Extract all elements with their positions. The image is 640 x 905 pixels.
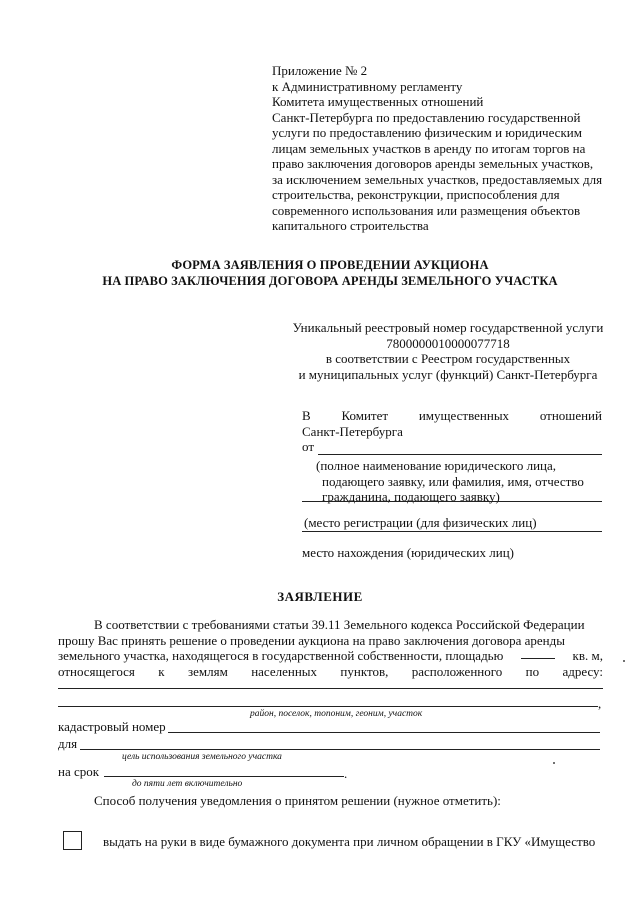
appendix-line: право заключения договоров аренды земельных участков, xyxy=(272,156,594,171)
addressee-word: В xyxy=(302,408,311,423)
scan-speck xyxy=(553,762,555,764)
purpose-label: для xyxy=(58,736,78,751)
from-label: от xyxy=(302,439,315,454)
registry-number: 7800000010000077718 xyxy=(386,335,510,351)
body-line-address xyxy=(58,664,603,680)
appendix-line: Приложение № 2 xyxy=(272,63,368,78)
body-line-area xyxy=(58,648,603,664)
registration-field[interactable] xyxy=(302,501,602,502)
appendix-line: Комитета имущественных отношений xyxy=(272,94,484,109)
form-title-line2: НА ПРАВО ЗАКЛЮЧЕНИЯ ДОГОВОРА АРЕНДЫ ЗЕМЕЛЬНОГО УЧАСТКА xyxy=(102,274,558,288)
term-period: . xyxy=(344,766,348,781)
appendix-line: Санкт-Петербурга по предоставлению государственной xyxy=(272,109,581,125)
option-label: выдать на руки в виде бумажного документа при личном обращении в ГКУ «Имущество xyxy=(103,834,596,849)
area-unit: кв. м, xyxy=(572,648,603,663)
addressee-city: Санкт-Петербурга xyxy=(302,423,403,439)
appendix-line: к Административному регламенту xyxy=(272,78,463,94)
area-field[interactable] xyxy=(521,648,555,659)
appendix-line: современного использования или размещения объектов xyxy=(272,202,581,218)
form-title-line1: ФОРМА ЗАЯВЛЕНИЯ О ПРОВЕДЕНИИ АУКЦИОНА xyxy=(171,258,489,272)
comma-mark: , xyxy=(598,696,602,711)
cadastral-label: кадастровый номер xyxy=(58,719,166,734)
addressee-word: отношений xyxy=(539,408,602,423)
address-field-line2[interactable] xyxy=(58,706,598,707)
purpose-caption: цель использования земельного участка xyxy=(122,752,282,762)
body-line: прошу Вас принять решение о проведении аукциона на право заключения договора аренды xyxy=(58,632,565,648)
option-checkbox[interactable] xyxy=(63,831,82,850)
location-field[interactable] xyxy=(302,531,602,532)
purpose-field[interactable] xyxy=(80,749,600,750)
appendix-line: услуги по предоставлению физическим и юридическим xyxy=(272,125,582,140)
appendix-line: за исключением земельных участков, предоставляемых для xyxy=(272,171,603,187)
registry-line: в соответствии с Реестром государственных xyxy=(325,351,571,366)
appendix-line: строительства, реконструкции, приспособления для xyxy=(272,187,560,202)
hint-line: подающего заявку, или фамилия, имя, отчество xyxy=(322,473,584,489)
addressee-word: имущественных xyxy=(418,408,510,423)
term-label: на срок xyxy=(58,764,100,779)
registry-line: Уникальный реестровый номер государственной услуги xyxy=(292,320,604,335)
appendix-block xyxy=(272,63,617,234)
cadastral-field[interactable] xyxy=(168,732,600,733)
registration-label: (место регистрации (для физических лиц) xyxy=(304,515,537,530)
term-field[interactable] xyxy=(104,776,344,777)
body-word: пунктов, xyxy=(340,663,389,679)
addressee-block xyxy=(302,408,602,455)
scan-speck xyxy=(623,660,625,662)
addressee-row xyxy=(302,408,602,424)
applicant-name-field[interactable] xyxy=(318,442,602,455)
body-word: адресу: xyxy=(562,663,603,679)
registry-block xyxy=(280,320,616,382)
registry-line: и муниципальных услуг (функций) Санкт-Петербурга xyxy=(298,366,598,382)
appendix-line: капитального строительства xyxy=(272,218,429,233)
body-word: землям xyxy=(187,663,228,679)
appendix-line: лицам земельных участков в аренду по итогам торгов на xyxy=(272,140,586,156)
body-word: по xyxy=(525,663,540,679)
statement-body xyxy=(58,617,603,679)
hint-line: (полное наименование юридического лица, xyxy=(316,458,557,473)
body-word: расположенного xyxy=(411,663,503,679)
address-caption: район, поселок, топоним, геоним, участок xyxy=(250,709,423,719)
body-word: к xyxy=(158,663,165,679)
term-caption: до пяти лет включительно xyxy=(132,779,243,789)
addressee-word: Комитет xyxy=(341,408,389,423)
body-word: населенных xyxy=(251,663,318,679)
location-label: место нахождения (юридических лиц) xyxy=(302,545,514,560)
applicant-hint xyxy=(316,458,606,505)
statement-heading: ЗАЯВЛЕНИЕ xyxy=(277,589,363,604)
body-text: земельного участка, находящегося в государственной собственности, площадью xyxy=(58,648,504,663)
notification-text: Способ получения уведомления о принятом решении (нужное отметить): xyxy=(94,793,501,808)
hint-line: гражданина, подающего заявку) xyxy=(322,489,500,504)
form-title xyxy=(40,257,620,289)
body-word: относящегося xyxy=(58,663,135,679)
body-line: В соответствии с требованиями статьи 39.11 Земельного кодекса Российской Федерации xyxy=(94,617,585,632)
address-field-line1[interactable] xyxy=(58,688,603,689)
applicant-from-row xyxy=(302,439,602,455)
